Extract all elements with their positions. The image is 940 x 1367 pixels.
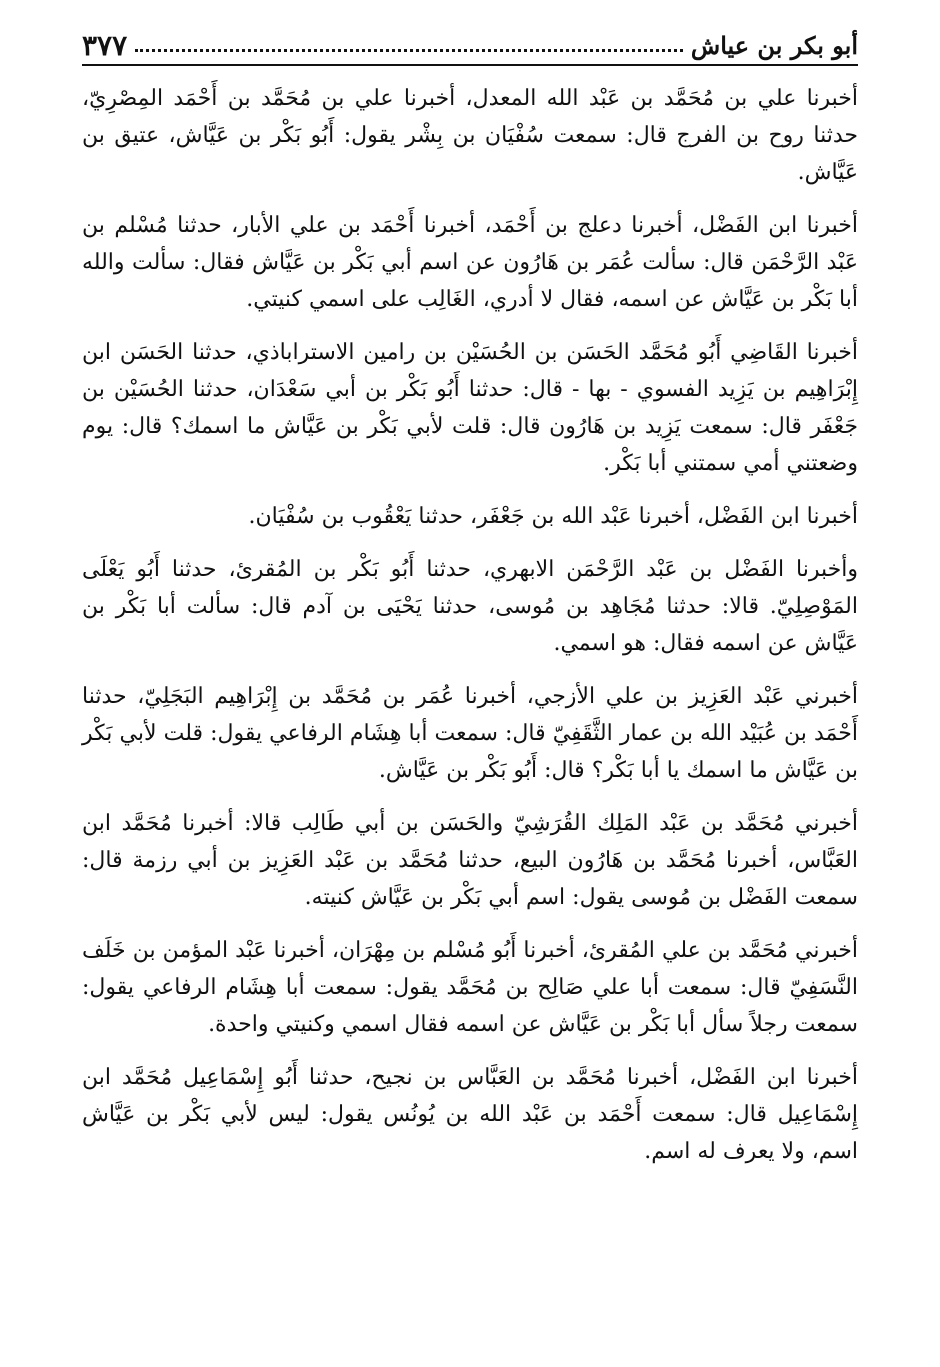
body-text — [82, 80, 858, 1170]
book-page — [82, 20, 858, 1347]
paragraph-2: أخبرنا ابن الفَضْل، أخبرنا دعلج بن أَحْمَد، أخبرنا أَحْمَد بن علي الأبار، حدثنا مُسْلم بن عَبْد الرَّحْمَن قال: سألت عُمَر بن هَارُون عن اسم أبي بَكْر بن عَيَّاش فقال: سألت والله أبا بَكْر بن عَيَّاش عن اسمه، فقال لا أدري، الغَالِب على اسمي كنيتي. — [82, 213, 859, 312]
paragraph-6: أخبرني عَبْد العَزِيز بن علي الأزجي، أخبرنا عُمَر بن مُحَمَّد بن إِبْرَاهِيم البَجَلِيّ، حدثنا أَحْمَد بن عُبَيْد الله بن عمار الثَّقَفِيّ قال: سمعت أبا هِشَام الرفاعي يقول: قلت لأبي بَكْر بن عَيَّاش ما اسمك يا أبا بَكْر؟ قال: أَبُو بَكْر بن عَيَّاش. — [82, 684, 858, 783]
paragraph-1: أخبرنا علي بن مُحَمَّد بن عَبْد الله المعدل، أخبرنا علي بن مُحَمَّد بن أَحْمَد المِصْرِيّ، حدثنا روح بن الفرج قال: سمعت سُفْيَان بن بِشْر يقول: أَبُو بَكْر بن عَيَّاش، عتيق بن عَيَّاش. — [82, 86, 858, 185]
running-header — [82, 20, 858, 66]
paragraph-3: أخبرنا القَاضِي أَبُو مُحَمَّد الحَسَن بن الحُسَيْن بن رامين الاستراباذي، حدثنا الحَسَن ابن إِبْرَاهِيم بن يَزِيد الفسوي - بها - قال: حدثنا أَبُو بَكْر بن أبي سَعْدَان، حدثنا الحُسَيْن بن جَعْفَر قال: سمعت يَزِيد بن هَارُون قال: قلت لأبي بَكْر بن عَيَّاش ما اسمك؟ قال: يوم وضعتني أمي سمتني أبا بَكْر. — [82, 340, 858, 476]
paragraph-7: أخبرني مُحَمَّد بن عَبْد المَلِك القُرَشِيّ والحَسَن بن أبي طَالِب قالا: أخبرنا مُحَمَّد ابن العَبَّاس، أخبرنا مُحَمَّد بن هَارُون البيع، حدثنا مُحَمَّد بن عَبْد العَزِيز بن أبي رزمة قال: سمعت الفَضْل بن مُوسى يقول: اسم أبي بَكْر بن عَيَّاش كنيته. — [82, 811, 858, 910]
header-title: أبو بكر بن عياش — [690, 31, 858, 60]
paragraph-5: وأخبرنا الفَضْل بن عَبْد الرَّحْمَن الابهري، حدثنا أَبُو بَكْر بن المُقرئ، حدثنا أَبُو يَعْلَى المَوْصِلِيّ. قالا: حدثنا مُجَاهِد بن مُوسى، حدثنا يَحْيَى بن آدم قال: سألت أبا بَكْر بن عَيَّاش عن اسمه فقال: هو اسمي. — [82, 557, 858, 656]
paragraph-8: أخبرني مُحَمَّد بن علي المُقرئ، أخبرنا أَبُو مُسْلم بن مِهْرَان، أخبرنا عَبْد المؤمن بن خَلَف النَّسَفِيّ قال: سمعت أبا علي صَالِح بن مُحَمَّد يقول: سمعت أبا هِشَام الرفاعي يقول: سمعت رجلاً سأل أبا بَكْر بن عَيَّاش عن اسمه فقال اسمي وكنيتي واحدة. — [82, 938, 858, 1037]
header-dot-leader — [135, 49, 683, 52]
page-number: ٣٧٧ — [82, 29, 128, 62]
paragraph-9: أخبرنا ابن الفَضْل، أخبرنا مُحَمَّد بن العَبَّاس بن نجيح، حدثنا أَبُو إِسْمَاعِيل مُحَمَّد ابن إِسْمَاعِيل قال: سمعت أَحْمَد بن عَبْد الله بن يُونُس يقول: ليس لأبي بَكْر بن عَيَّاش اسم، ولا يعرف له اسم. — [82, 1065, 858, 1164]
paragraph-4: أخبرنا ابن الفَضْل، أخبرنا عَبْد الله بن جَعْفَر، حدثنا يَعْقُوب بن سُفْيَان. — [248, 504, 858, 529]
